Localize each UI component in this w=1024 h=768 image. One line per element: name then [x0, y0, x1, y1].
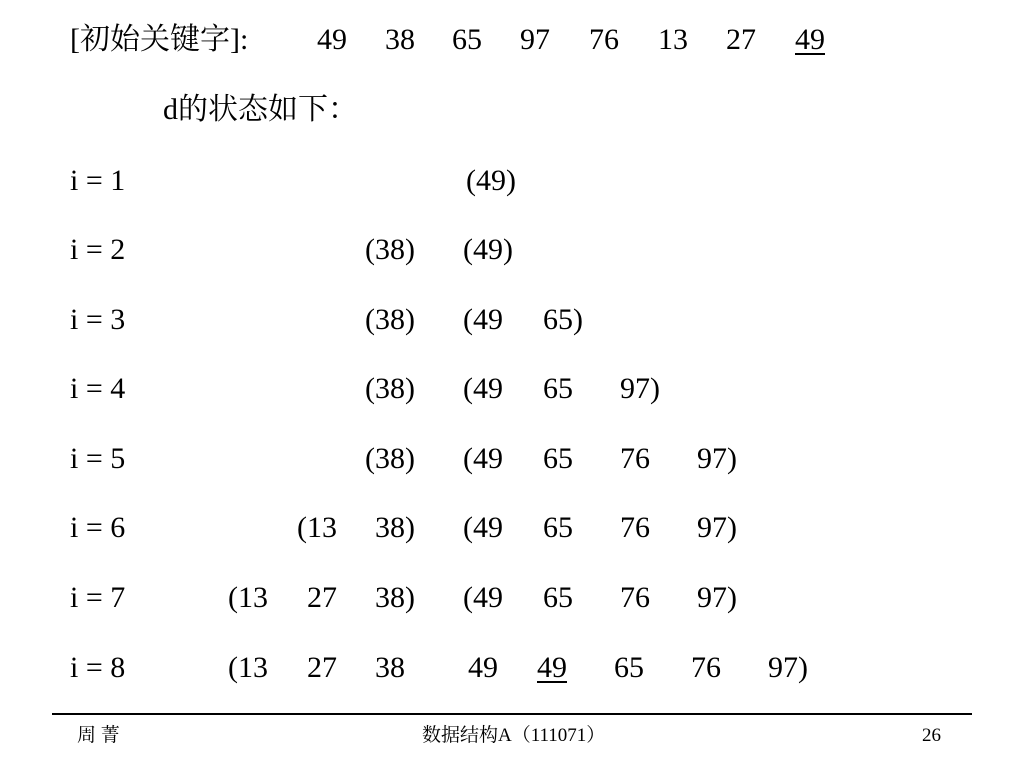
initial-key: 76: [589, 23, 619, 56]
row-token: 76: [620, 511, 650, 544]
row-token: (13: [297, 511, 337, 544]
row-token: (49: [463, 303, 503, 336]
row-token: 27: [307, 581, 337, 614]
row-label: i = 3: [70, 303, 126, 336]
row-token: (49): [466, 164, 516, 197]
row-token: 65: [543, 442, 573, 475]
row-token: (49: [463, 511, 503, 544]
row-token: 65: [543, 372, 573, 405]
footer-author: 周 菁: [77, 725, 120, 746]
initial-key: 97: [520, 23, 550, 56]
row-token: (13: [228, 651, 268, 684]
initial-key: 27: [726, 23, 756, 56]
row-label: i = 8: [70, 651, 126, 684]
row-token: (38): [365, 303, 415, 336]
row-label: i = 2: [70, 233, 126, 266]
footer-course: 数据结构A（111071）: [422, 725, 606, 746]
initial-key: 65: [452, 23, 482, 56]
row-token: (49: [463, 442, 503, 475]
initial-key-underlined: 49: [795, 23, 825, 56]
row-token: 97): [697, 511, 737, 544]
row-label: i = 6: [70, 511, 126, 544]
row-token: 38): [375, 581, 415, 614]
initial-key: 49: [317, 23, 347, 56]
row-token: (49: [463, 372, 503, 405]
row-token: (38): [365, 372, 415, 405]
row-token: 27: [307, 651, 337, 684]
row-token: 65: [614, 651, 644, 684]
row-token: 76: [620, 442, 650, 475]
row-token-underlined: 49: [537, 651, 567, 684]
row-token: 97): [697, 442, 737, 475]
row-token: 76: [691, 651, 721, 684]
row-label: i = 4: [70, 372, 126, 405]
row-token: 49: [468, 651, 498, 684]
row-token: 76: [620, 581, 650, 614]
footer-page-number: 26: [922, 725, 941, 746]
row-token: 65: [543, 581, 573, 614]
row-token: 97): [620, 372, 660, 405]
row-token: (49): [463, 233, 513, 266]
footer-divider: [52, 713, 972, 715]
row-token: 38: [375, 651, 405, 684]
row-label: i = 7: [70, 581, 126, 614]
row-token: (49: [463, 581, 503, 614]
subheading: d的状态如下：: [163, 93, 358, 126]
initial-keys-label: [初始关键字]:: [70, 23, 249, 56]
row-token: (38): [365, 442, 415, 475]
initial-key: 38: [385, 23, 415, 56]
row-token: 65: [543, 511, 573, 544]
row-token: 65): [543, 303, 583, 336]
initial-key: 13: [658, 23, 688, 56]
row-label: i = 1: [70, 164, 126, 197]
row-token: 97): [768, 651, 808, 684]
row-token: (13: [228, 581, 268, 614]
row-token: (38): [365, 233, 415, 266]
row-token: 97): [697, 581, 737, 614]
row-token: 38): [375, 511, 415, 544]
row-label: i = 5: [70, 442, 126, 475]
